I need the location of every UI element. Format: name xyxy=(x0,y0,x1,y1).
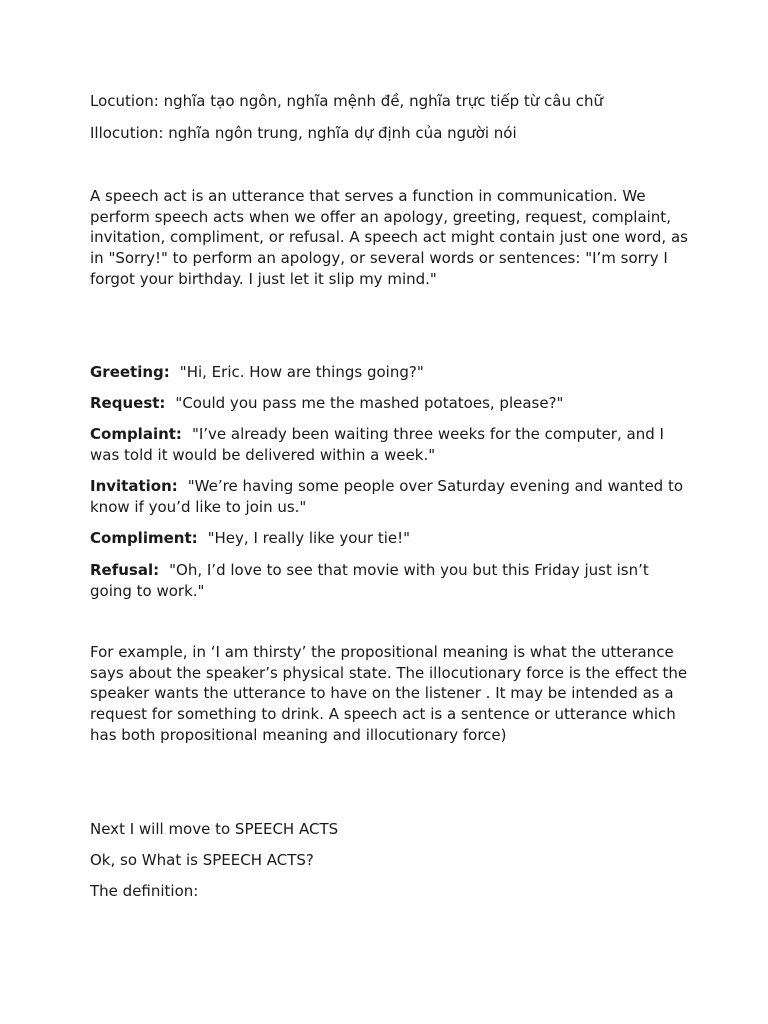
example-quote: "Could you pass me the mashed potatoes, please?" xyxy=(175,394,564,412)
closing-line: Next I will move to SPEECH ACTS xyxy=(90,820,339,838)
example-term: Compliment: xyxy=(90,529,198,547)
example-term: Greeting: xyxy=(90,363,170,381)
example-invitation xyxy=(90,476,690,517)
closing-line: The definition: xyxy=(90,882,199,900)
locution-definition: Locution: nghĩa tạo ngôn, nghĩa mệnh đề, nghĩa trực tiếp từ câu chữ xyxy=(90,92,604,110)
example-term: Complaint: xyxy=(90,425,182,443)
example-complaint xyxy=(90,424,690,465)
example-quote: "Hi, Eric. How are things going?" xyxy=(179,363,424,381)
example-quote: "I’ve already been waiting three weeks for the computer, and I was told it would be delivered within a week." xyxy=(90,425,664,464)
example-refusal xyxy=(90,560,690,601)
example-term: Refusal: xyxy=(90,561,160,579)
example-quote: "Oh, I’d love to see that movie with you but this Friday just isn’t going to work." xyxy=(90,561,649,600)
example-greeting xyxy=(90,362,690,383)
closing-line: Ok, so What is SPEECH ACTS? xyxy=(90,851,314,869)
intro-paragraph: A speech act is an utterance that serves a function in communication. We perform speech acts when we offer an apology, greeting, request, complaint, invitation, compliment, or refusal. A speech act might contain just one word, as in "Sorry!" to perform an apology, or several words or sentences: "I’m sorry I forgot your birthday. I just let it slip my mind." xyxy=(90,187,688,288)
example-paragraph: For example, in ‘I am thirsty’ the propositional meaning is what the utterance says about the speaker’s physical state. The illocutionary force is the effect the speaker wants the utterance to have on the listener . It may be intended as a request for something to drink. A speech act is a sentence or utterance which has both propositional meaning and illocutionary force) xyxy=(90,643,688,744)
example-term: Invitation: xyxy=(90,477,178,495)
example-quote: "Hey, I really like your tie!" xyxy=(207,529,411,547)
example-term: Request: xyxy=(90,394,166,412)
example-compliment xyxy=(90,528,690,549)
example-quote: "We’re having some people over Saturday evening and wanted to know if you’d like to join us." xyxy=(90,477,684,516)
example-request xyxy=(90,393,690,414)
illocution-definition: Illocution: nghĩa ngôn trung, nghĩa dự định của người nói xyxy=(90,124,517,142)
